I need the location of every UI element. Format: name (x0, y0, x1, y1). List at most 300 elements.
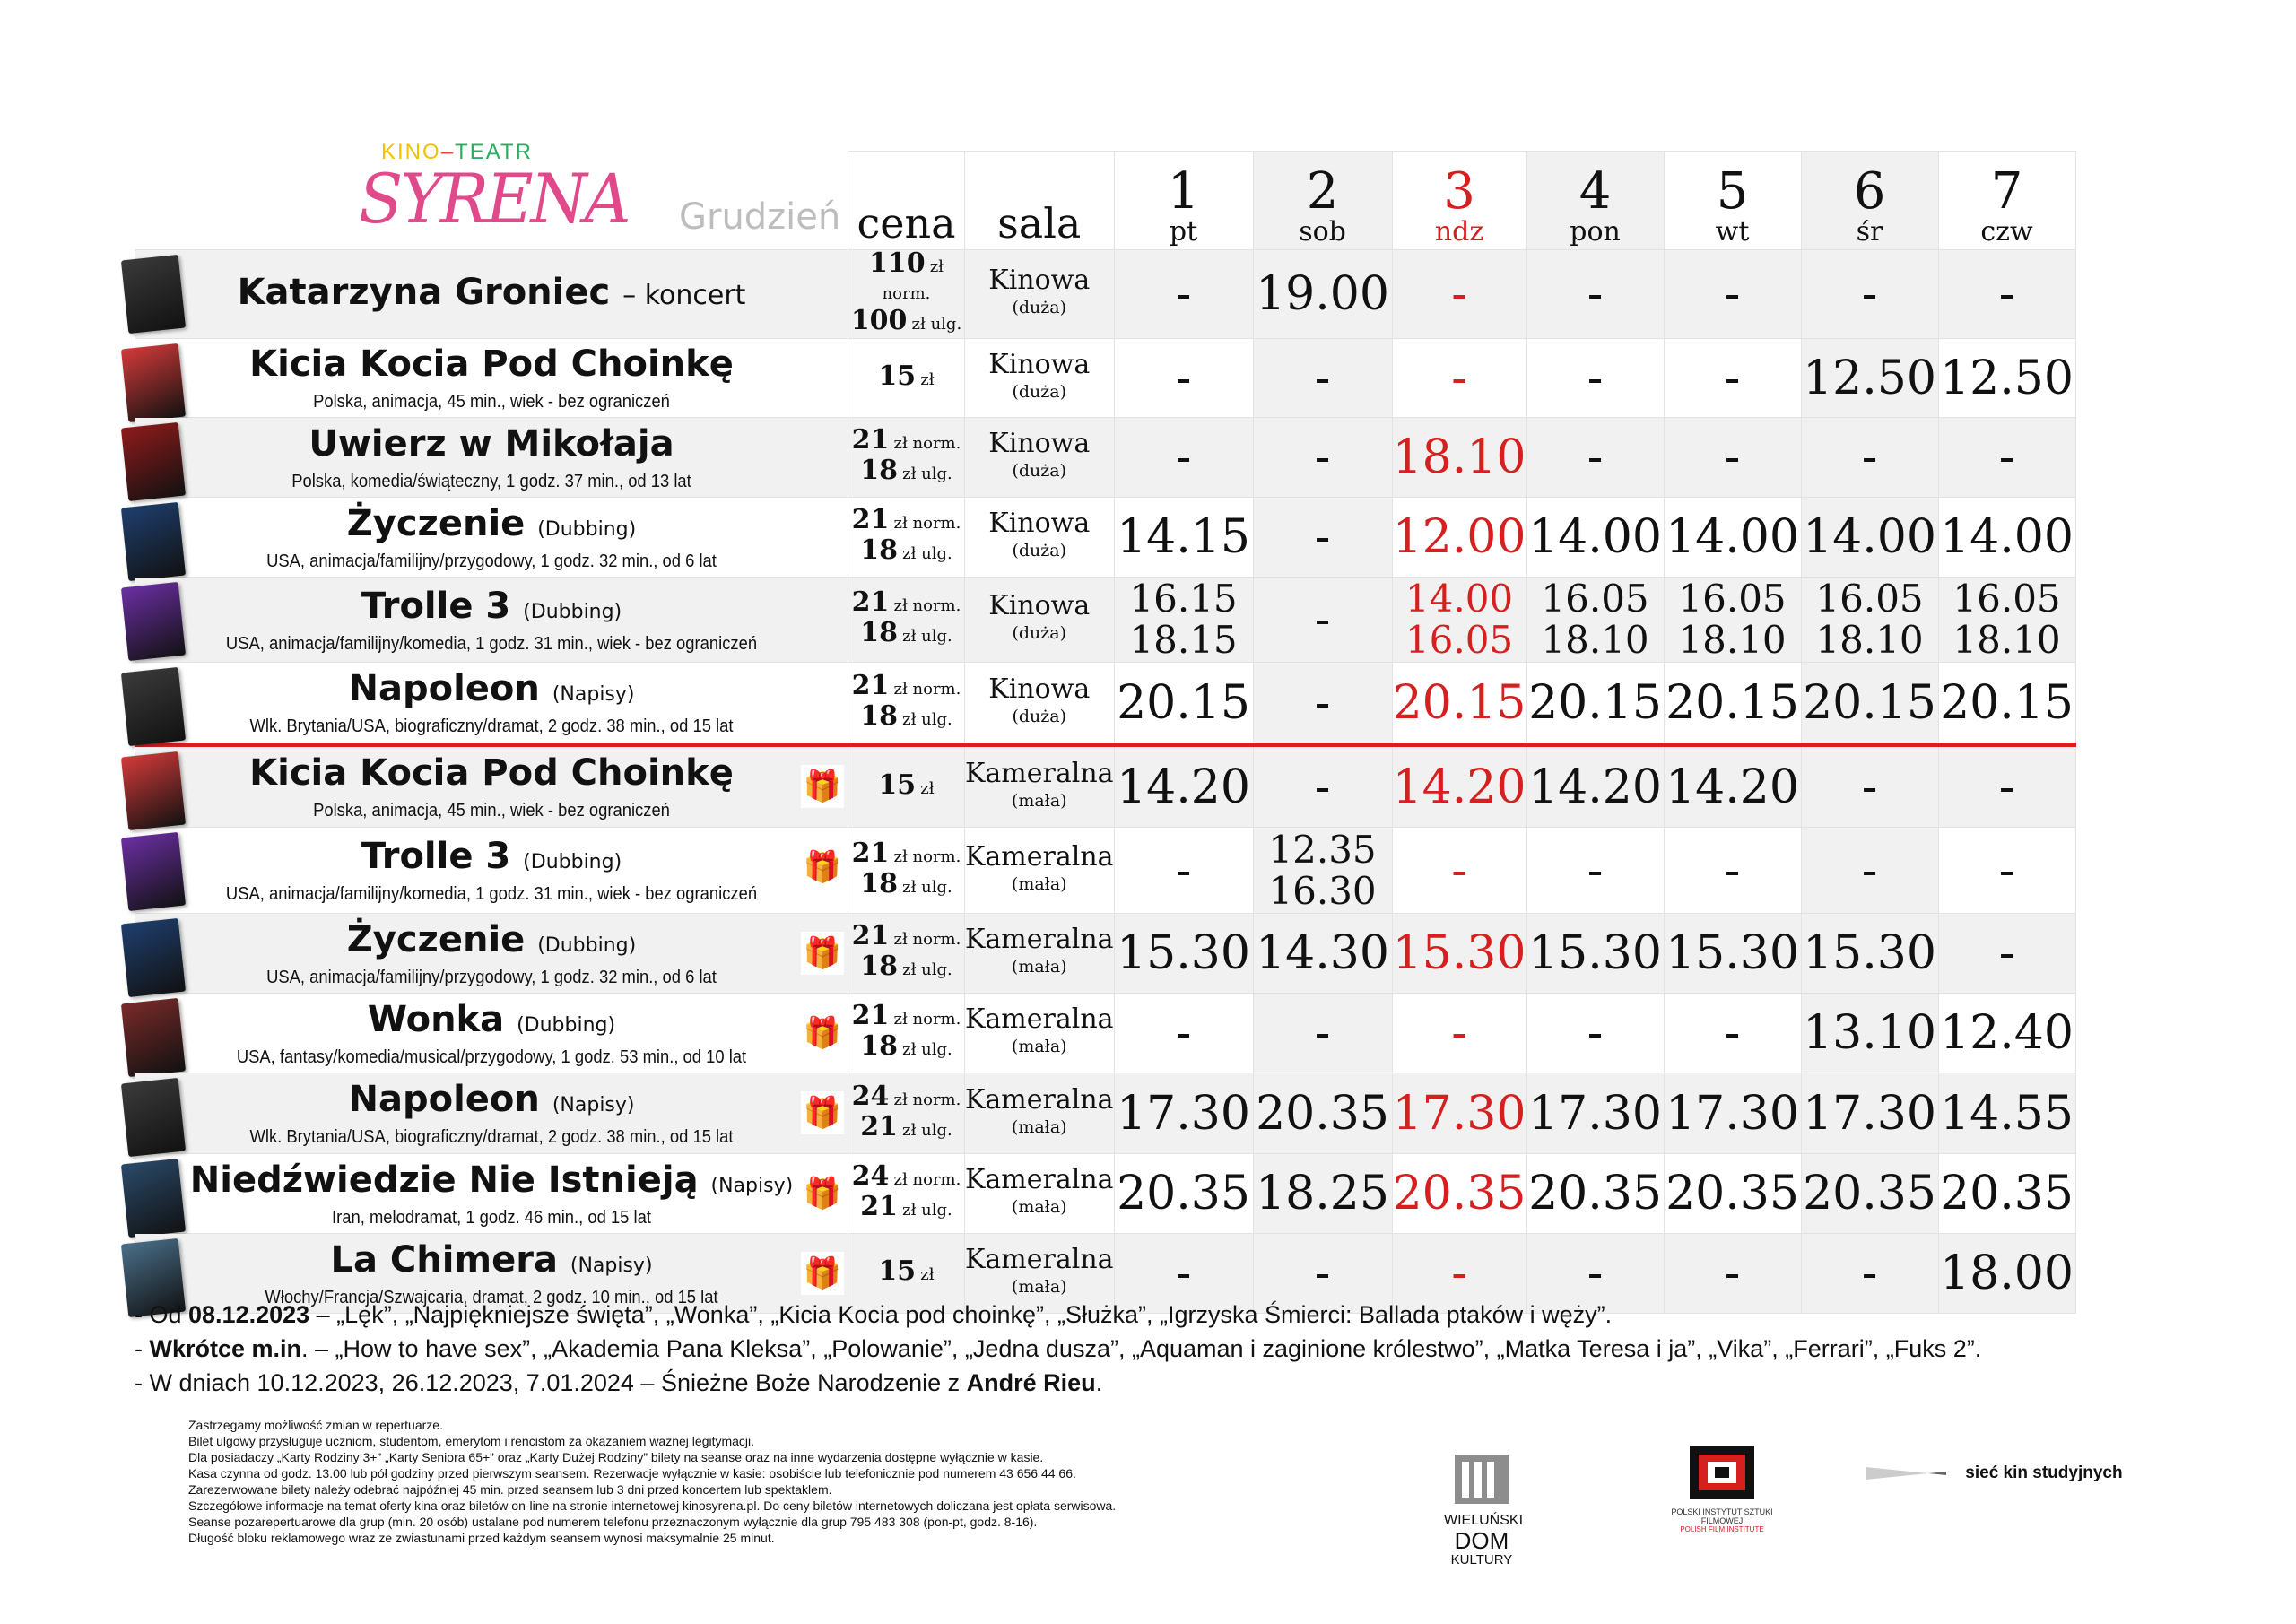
price-line (848, 504, 964, 537)
hall-cell (965, 578, 1115, 663)
hall-cell (965, 994, 1115, 1073)
price-cell (848, 914, 965, 994)
film-info: Wlk. Brytania/USA, biograficzny/dramat, 2 godz. 38 min., od 15 lat (249, 716, 734, 736)
hall-cell (965, 339, 1115, 418)
showtime-cell[interactable]: 15.30 (1114, 914, 1253, 994)
price-line (848, 617, 964, 650)
showtime-cell[interactable]: 20.15 (1664, 663, 1801, 745)
price-type: zł ulg. (902, 1040, 952, 1059)
showtime-cell: - (1801, 1234, 1938, 1314)
showtime-cell: - (1114, 994, 1253, 1073)
showtime-cell: - (1253, 994, 1392, 1073)
gift-icon: 🎁 (801, 1252, 844, 1295)
price-value: 21 (851, 920, 890, 951)
film-title-line (135, 1079, 848, 1126)
day-header-7 (1938, 152, 2075, 250)
day-number: 4 (1578, 162, 1612, 221)
price-value: 21 (851, 837, 890, 869)
showtime-cell: - (1526, 1234, 1664, 1314)
price-value: 18 (860, 699, 898, 732)
film-title-line (135, 503, 848, 551)
showtime-cell: - (1392, 994, 1526, 1073)
showtime[interactable]: 18.15 (1129, 618, 1238, 662)
showtime-cell: - (1392, 1234, 1526, 1314)
showtime[interactable]: 16.05 (1678, 577, 1787, 621)
price-type: zł ulg. (911, 315, 962, 334)
hall-cell (965, 418, 1115, 498)
showtime-cell[interactable]: 14.20 (1114, 745, 1253, 828)
sks-label: sieć kin studyjnych (1965, 1463, 2123, 1483)
price-cell (848, 250, 965, 339)
price-line (848, 1110, 964, 1144)
film-poster[interactable] (121, 255, 186, 334)
hall-name: Kinowa (988, 428, 1091, 459)
hall-cell (965, 498, 1115, 578)
showtime-cell[interactable] (1392, 578, 1526, 663)
day-header-3 (1392, 152, 1526, 250)
price-type: zł norm. (893, 847, 961, 866)
showtime-cell: - (1114, 1234, 1253, 1314)
pisf-line1: POLSKI INSTYTUT SZTUKI FILMOWEJ (1671, 1507, 1773, 1525)
film-title[interactable]: Kicia Kocia Pod Choinkę (249, 752, 734, 794)
showtime-cell: - (1253, 1234, 1392, 1314)
price-type: zł norm. (882, 257, 944, 303)
film-version: (Dubbing) (523, 851, 622, 873)
film-title[interactable]: Niedźwiedzie Nie Istnieją (189, 1159, 699, 1201)
showtime-cell: - (1253, 578, 1392, 663)
price-line (848, 424, 964, 457)
hall-cell (965, 745, 1115, 828)
showtime-cell[interactable]: 14.20 (1664, 745, 1801, 828)
showtime-cell: - (1253, 663, 1392, 745)
film-title-line (135, 423, 848, 471)
logo-kino: KINO (381, 140, 441, 164)
showtime[interactable]: 14.00 (1405, 577, 1514, 621)
price-type: zł norm. (893, 1170, 961, 1189)
showtime-cell: - (1664, 1234, 1801, 1314)
price-type: zł norm. (893, 596, 961, 615)
showtime-cell: - (1526, 994, 1664, 1073)
price-type: zł ulg. (902, 544, 952, 563)
price-type: zł ulg. (902, 1201, 952, 1220)
wdk-line3: KULTURY (1450, 1552, 1513, 1568)
price-type: zł norm. (893, 1090, 961, 1109)
showtime-cell[interactable]: 20.15 (1801, 663, 1938, 745)
showtime-cell: - (1664, 418, 1801, 498)
showtime-cell[interactable]: 17.30 (1526, 1073, 1664, 1154)
showtime-cell[interactable]: 20.35 (1392, 1154, 1526, 1234)
film-info: Włochy/Francja/Szwajcaria, dramat, 2 godz. 10 min., od 15 lat (265, 1287, 718, 1307)
hall-size: (mała) (1011, 1277, 1067, 1297)
hall-name: Kinowa (988, 673, 1091, 705)
fine-print-line: Bilet ulgowy przysługuje uczniom, studentom, emerytom i rencistom za okazaniem ważnej legitymacji. (188, 1434, 755, 1448)
day-header-6 (1801, 152, 1938, 250)
film-info: USA, animacja/familijny/komedia, 1 godz. 31 min., wiek - bez ograniczeń (225, 633, 758, 654)
film-title[interactable]: Życzenie (346, 502, 526, 544)
showtime-cell[interactable]: 20.35 (1114, 1154, 1253, 1234)
hall-size: (duża) (1012, 381, 1067, 402)
showtime[interactable]: 18.10 (1952, 618, 2061, 662)
day-number: 1 (1167, 162, 1200, 221)
film-version: (Dubbing) (517, 1013, 616, 1037)
day-name: czw (1980, 216, 2033, 248)
price-line (848, 1000, 964, 1033)
price-cell (848, 578, 965, 663)
screening-row (135, 578, 2076, 663)
hall-name: Kameralna (965, 924, 1114, 955)
showtime-cell: - (1392, 339, 1526, 418)
hall-cell (965, 250, 1115, 339)
price-line (848, 1255, 964, 1289)
showtime-cell[interactable]: 14.30 (1253, 914, 1392, 994)
showtime-cell[interactable]: 20.15 (1526, 663, 1664, 745)
showtime-cell[interactable]: 14.20 (1392, 745, 1526, 828)
film-cell (135, 994, 848, 1073)
showtime-cell: - (1801, 828, 1938, 914)
showtime-cell[interactable]: 17.30 (1392, 1073, 1526, 1154)
screening-row (135, 994, 2076, 1073)
price-value: 21 (851, 424, 890, 456)
showtime-cell[interactable]: 18.25 (1253, 1154, 1392, 1234)
showtime-cell: - (1801, 250, 1938, 339)
film-title-line (135, 668, 848, 716)
screening-row (135, 418, 2076, 498)
showtime-cell[interactable]: 15.30 (1392, 914, 1526, 994)
fine-print (188, 1417, 1116, 1546)
price-type: zł norm. (893, 930, 961, 949)
film-info: Polska, animacja, 45 min., wiek - bez ograniczeń (313, 801, 670, 821)
film-info: USA, animacja/familijny/komedia, 1 godz. 31 min., wiek - bez ograniczeń (225, 884, 758, 904)
hall-cell (965, 1073, 1115, 1154)
day-name: sob (1299, 216, 1346, 248)
logo-teatr: TEATR (455, 140, 533, 164)
film-version: (Dubbing) (537, 517, 637, 541)
showtime-cell[interactable]: 17.30 (1801, 1073, 1938, 1154)
showtime-cell[interactable]: 14.00 (1801, 498, 1938, 578)
day-name: ndz (1434, 216, 1484, 248)
price-line (848, 953, 964, 984)
showtime-cell[interactable] (1664, 578, 1801, 663)
film-title-line (135, 1159, 848, 1207)
note-bold: 08.12.2023 (188, 1301, 310, 1328)
hall-size: (mała) (1011, 873, 1067, 894)
hall-name: Kameralna (965, 757, 1114, 789)
price-value: 18 (860, 455, 898, 486)
note-bold: André Rieu (966, 1369, 1096, 1396)
price-line (848, 699, 964, 734)
price-value: 100 (850, 305, 908, 336)
film-title-line (135, 272, 848, 317)
showtime[interactable]: 16.05 (1815, 577, 1924, 621)
showtime[interactable]: 16.05 (1541, 577, 1649, 621)
price-type: zł ulg. (902, 627, 952, 646)
note-pre: - (135, 1335, 150, 1362)
screening-row (135, 250, 2076, 339)
hall-size: (mała) (1011, 1037, 1067, 1056)
film-cell (135, 745, 848, 828)
film-cell (135, 1073, 848, 1154)
price-line (848, 1080, 964, 1114)
film-version: (Napisy) (552, 1094, 635, 1116)
showtime-cell: - (1938, 418, 2075, 498)
film-title[interactable]: Napoleon (348, 1079, 540, 1120)
price-cell (848, 1154, 965, 1234)
gift-icon: 🎁 (801, 846, 844, 889)
fine-print-line: Zastrzegamy możliwość zmian w repertuarze. (188, 1418, 443, 1432)
showtime-cell: - (1114, 828, 1253, 914)
note-line (135, 1332, 1981, 1366)
showtime-cell: - (1938, 914, 2075, 994)
price-cell (848, 339, 965, 418)
film-version: – koncert (622, 280, 746, 311)
showtime-cell[interactable]: 12.50 (1938, 339, 2075, 418)
gift-icon: 🎁 (801, 765, 844, 808)
showtime[interactable]: 18.10 (1541, 618, 1649, 662)
gift-icon: 🎁 (801, 1012, 844, 1055)
hall-size: (mała) (1011, 1197, 1067, 1217)
hall-cell (965, 1154, 1115, 1234)
wdk-building-icon (1450, 1446, 1513, 1508)
price-type: zł ulg. (902, 465, 952, 483)
note-post: . (1095, 1369, 1103, 1396)
film-title[interactable]: La Chimera (330, 1238, 558, 1281)
showtime-cell[interactable]: 17.30 (1114, 1073, 1253, 1154)
hall-name: Kinowa (988, 348, 1091, 380)
film-cell (135, 663, 848, 745)
showtime-cell: - (1801, 418, 1938, 498)
fine-print-line: Szczegółowe informacje na temat oferty kina oraz biletów on-line na stronie internetowej kinosyrena.pl. Do ceny biletów internetowych doliczana jest opłata serwisowa. (188, 1498, 1117, 1513)
showtime-cell[interactable]: 18.10 (1392, 418, 1526, 498)
showtime-cell[interactable]: 14.15 (1114, 498, 1253, 578)
showtime-cell[interactable]: 20.15 (1392, 663, 1526, 745)
showtime-cell: - (1938, 745, 2075, 828)
film-title-line (135, 1239, 848, 1287)
showtime-cell[interactable]: 12.40 (1938, 994, 2075, 1073)
price-value: 110 (868, 248, 926, 279)
showtime-cell: - (1526, 339, 1664, 418)
price-type: zł norm. (893, 679, 961, 699)
showtime[interactable]: 16.30 (1268, 868, 1377, 913)
showtime-cell[interactable]: 20.35 (1938, 1154, 2075, 1234)
showtime[interactable]: 16.05 (1405, 618, 1514, 662)
showtime-cell[interactable]: 12.00 (1392, 498, 1526, 578)
showtime-cell[interactable]: 14.00 (1526, 498, 1664, 578)
film-title[interactable]: Kicia Kocia Pod Choinkę (249, 343, 734, 385)
showtime-cell[interactable]: 14.55 (1938, 1073, 2075, 1154)
showtime-cell: - (1253, 339, 1392, 418)
showtime-cell: - (1392, 828, 1526, 914)
showtime-cell[interactable]: 17.30 (1664, 1073, 1801, 1154)
hall-name: Kameralna (965, 1083, 1114, 1116)
screening-row (135, 914, 2076, 994)
schedule-table (135, 151, 2076, 1314)
day-name: śr (1856, 216, 1883, 248)
film-cell (135, 578, 848, 663)
screening-row (135, 1154, 2076, 1234)
wdk-line2: DOM (1454, 1527, 1509, 1554)
showtime-cell[interactable] (1114, 578, 1253, 663)
price-cell (848, 498, 965, 578)
showtime-cell: - (1114, 250, 1253, 339)
showtime-cell[interactable]: 20.35 (1253, 1073, 1392, 1154)
day-number: 3 (1443, 162, 1475, 221)
showtime-cell[interactable] (1253, 828, 1392, 914)
film-title[interactable]: Napoleon (348, 668, 540, 709)
film-info: Iran, melodramat, 1 godz. 46 min., od 15 lat (332, 1207, 651, 1228)
price-line (848, 1191, 964, 1224)
showtime-cell[interactable]: 20.35 (1801, 1154, 1938, 1234)
note-line (135, 1298, 1981, 1332)
hall-size: (duża) (1012, 623, 1067, 643)
showtime[interactable]: 18.10 (1678, 618, 1787, 662)
screening-row (135, 498, 2076, 578)
showtime[interactable]: 12.35 (1268, 827, 1377, 872)
showtime-cell[interactable]: 19.00 (1253, 250, 1392, 339)
showtime-cell: - (1253, 745, 1392, 828)
note-pre: - W dniach 10.12.2023, 26.12.2023, 7.01.2024 – Śnieżne Boże Narodzenie z (135, 1369, 967, 1396)
price-value: 21 (851, 504, 890, 535)
showtime-cell: - (1938, 828, 2075, 914)
film-title[interactable]: Katarzyna Groniec (237, 272, 611, 313)
note-post: – „Lęk”, „Najpiękniejsze święta”, „Wonka”, „Kicia Kocia pod choinkę”, „Służka”, „Igrzyska Śmierci: Ballada ptaków i węży”. (309, 1301, 1613, 1328)
price-line (848, 305, 964, 338)
showtime-cell[interactable]: 18.00 (1938, 1234, 2075, 1314)
showtime[interactable]: 18.10 (1815, 618, 1924, 662)
showtime-cell: - (1664, 994, 1801, 1073)
price-cell (848, 418, 965, 498)
logo-wordmark: SYRENA (359, 159, 629, 239)
price-value: 18 (860, 1030, 898, 1062)
wdk-logo (1444, 1446, 1524, 1568)
showtime-cell[interactable]: 13.10 (1801, 994, 1938, 1073)
price-value: 21 (860, 1110, 898, 1142)
showtime-cell[interactable]: 14.00 (1938, 498, 2075, 578)
film-title[interactable]: Życzenie (346, 918, 526, 960)
film-version: (Napisy) (570, 1254, 653, 1277)
showtime-cell: - (1114, 418, 1253, 498)
note-post: . – „How to have sex”, „Akademia Pana Kleksa”, „Polowanie”, „Jedna dusza”, „Aquaman i zaginione królestwo”, „Matka Teresa i ja”, „Vika”, „Ferrari”, „Fuks 2”. (301, 1335, 1982, 1362)
showtime-cell: - (1253, 418, 1392, 498)
film-title[interactable]: Uwierz w Mikołaja (309, 422, 674, 465)
price-value: 21 (860, 1191, 898, 1222)
showtime[interactable]: 16.05 (1952, 577, 2061, 621)
price-type: zł ulg. (902, 960, 952, 979)
hall-size: (mała) (1011, 957, 1067, 977)
film-cell (135, 914, 848, 994)
showtime-cell[interactable]: 12.50 (1801, 339, 1938, 418)
price-line (848, 769, 964, 803)
day-header-2 (1253, 152, 1392, 250)
month-label: Grudzień (679, 196, 841, 238)
price-cell (848, 994, 965, 1073)
film-title-line (135, 586, 848, 633)
day-header-1 (1114, 152, 1253, 250)
day-name: pon (1570, 216, 1621, 248)
film-title[interactable]: Trolle 3 (361, 585, 511, 627)
notes-block (135, 1298, 1981, 1400)
film-info: USA, animacja/familijny/przygodowy, 1 godz. 32 min., od 6 lat (266, 967, 717, 987)
showtime-cell[interactable] (1526, 578, 1664, 663)
film-info: USA, animacja/familijny/przygodowy, 1 godz. 32 min., od 6 lat (266, 551, 717, 571)
day-name: wt (1715, 216, 1750, 248)
gift-icon: 🎁 (801, 1091, 844, 1134)
fine-print-line: Zarezerwowane bilety należy odebrać najpóźniej 45 min. przed seansem lub 3 dni przed koncertem lub spektaklem. (188, 1482, 832, 1497)
hall-size: (duża) (1012, 706, 1067, 726)
film-info: Polska, animacja, 45 min., wiek - bez ograniczeń (313, 392, 670, 412)
pisf-line2: POLISH FILM INSTITUTE (1680, 1525, 1764, 1533)
film-version: (Dubbing) (523, 600, 622, 623)
film-title-line (135, 999, 848, 1046)
film-cell (135, 828, 848, 914)
price-type: zł norm. (893, 514, 961, 533)
hall-cell (965, 828, 1115, 914)
showtime-cell[interactable]: 14.00 (1664, 498, 1801, 578)
price-line (848, 250, 964, 308)
price-value: 15 (878, 769, 917, 801)
showtime-cell: - (1253, 498, 1392, 578)
price-value: 18 (860, 951, 898, 982)
showtime-cell[interactable]: 15.30 (1801, 914, 1938, 994)
fine-print-line: Długość bloku reklamowego wraz ze zwiastunami przed każdym seansem wynosi maksymalnie 25 minut. (188, 1531, 775, 1545)
price-type: zł (920, 1265, 935, 1284)
showtime-cell[interactable]: 15.30 (1526, 914, 1664, 994)
showtime-cell[interactable]: 14.20 (1526, 745, 1664, 828)
hall-name: Kameralna (965, 840, 1114, 873)
price-line (848, 1030, 964, 1064)
day-number: 7 (1990, 162, 2023, 221)
price-cell (848, 663, 965, 745)
screening-row (135, 339, 2076, 418)
price-line (848, 920, 964, 953)
film-cell (135, 339, 848, 418)
film-cell (135, 250, 848, 339)
day-header-5 (1664, 152, 1801, 250)
price-value: 24 (851, 1160, 890, 1192)
showtime-cell[interactable]: 15.30 (1664, 914, 1801, 994)
price-value: 15 (878, 360, 917, 392)
showtime-cell[interactable] (1801, 578, 1938, 663)
price-line (848, 1160, 964, 1194)
showtime-cell[interactable] (1938, 578, 2075, 663)
showtime-cell[interactable]: 20.15 (1114, 663, 1253, 745)
price-type: zł (920, 778, 935, 798)
price-line (848, 669, 964, 703)
showtime-cell[interactable]: 20.35 (1526, 1154, 1664, 1234)
hall-size: (mała) (1011, 790, 1067, 811)
hall-name: Kinowa (988, 508, 1091, 539)
showtime[interactable]: 16.15 (1129, 577, 1238, 621)
fine-print-line: Kasa czynna od godz. 13.00 lub pół godziny przed pierwszym seansem. Rezerwacje wyłącznie w kasie: osobiście lub telefonicznie pod numerem 43 656 44 66. (188, 1466, 1076, 1481)
day-name: pt (1169, 216, 1198, 248)
film-version: (Napisy) (552, 683, 635, 706)
film-title[interactable]: Trolle 3 (361, 836, 511, 877)
hall-name: Kameralna (965, 1244, 1114, 1275)
price-type: zł norm. (893, 1010, 961, 1029)
showtime-cell[interactable]: 20.15 (1938, 663, 2075, 745)
price-value: 24 (851, 1080, 890, 1112)
day-header-4 (1526, 152, 1664, 250)
film-title[interactable]: Wonka (367, 998, 505, 1040)
film-title-line (135, 752, 848, 800)
showtime-cell: - (1114, 339, 1253, 418)
film-info: USA, fantasy/komedia/musical/przygodowy, 1 godz. 53 min., od 10 lat (236, 1046, 747, 1067)
hall-size: (duża) (1012, 541, 1067, 560)
showtime-cell: - (1392, 250, 1526, 339)
day-number: 5 (1716, 162, 1749, 221)
film-info: Polska, komedia/świąteczny, 1 godz. 37 min., od 13 lat (291, 471, 691, 491)
showtime-cell[interactable]: 20.35 (1664, 1154, 1801, 1234)
price-line (848, 457, 964, 488)
